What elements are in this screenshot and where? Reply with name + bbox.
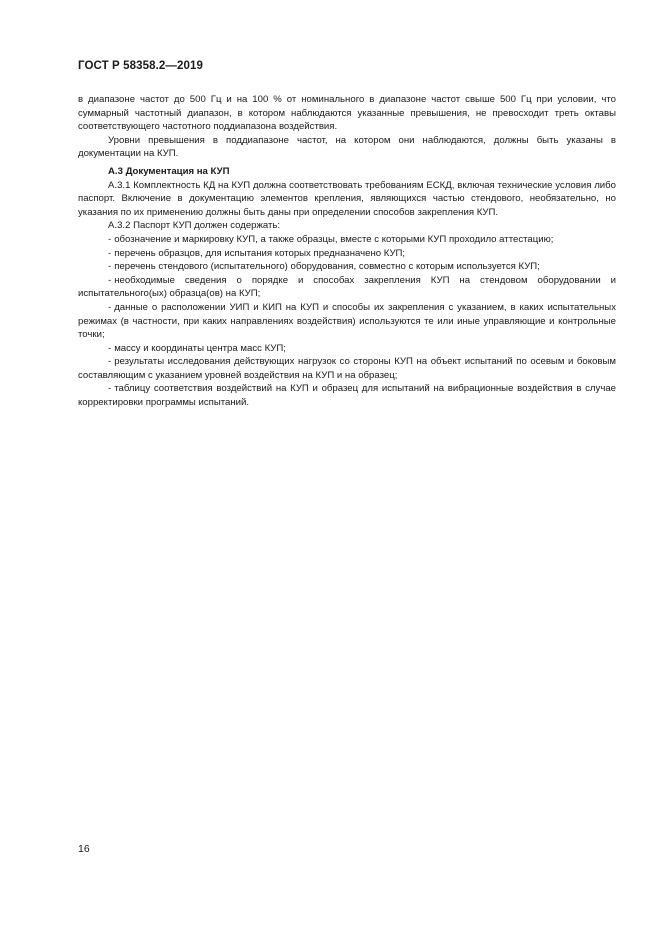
page-body xyxy=(78,93,616,410)
list-dash: - xyxy=(108,261,112,273)
list-dash: - xyxy=(108,342,112,354)
paragraph-a32: А.3.2 Паспорт КУП должен содержать: xyxy=(108,220,281,232)
list-item xyxy=(78,301,616,342)
list-item-text: данные о расположении УИП и КИП на КУП и способы их закрепления с указанием, в каких испытательных режимах (в частности, при каких направлениях воздействия) используются те или иные управляющие и контрольные точки; xyxy=(78,301,616,341)
list-item xyxy=(78,355,616,382)
list-item xyxy=(78,233,616,247)
paragraph-continuation: в диапазоне частот до 500 Гц и на 100 % от номинального в диапазоне частот свыше 500 Гц при условии, что суммарный частотный диапазон, в котором наблюдаются указанные превышения, не превосходит треть октавы соответствующего частотного поддиапазона воздействия. xyxy=(78,94,616,133)
list-dash: - xyxy=(108,383,112,395)
paragraph-a31: А.3.1 Комплектность КД на КУП должна соответствовать требованиям ЕСКД, включая технические условия либо паспорт. Включение в документацию элементов крепления, являющихся частью стендового, необязательно, но указания по их применению должны быть даны при определении способов закрепления КУП. xyxy=(78,179,616,218)
list-item-text: обозначение и маркировку КУП, а также образцы, вместе с которыми КУП проходило аттестацию; xyxy=(114,233,554,245)
list-dash: - xyxy=(108,356,112,368)
paragraph-exceedance-levels: Уровни превышения в поддиапазоне частот, на котором они наблюдаются, должны быть указаны в документации на КУП. xyxy=(78,134,616,160)
list-item-text: перечень образцов, для испытания которых предназначено КУП; xyxy=(114,247,406,259)
document-header: ГОСТ Р 58358.2—2019 xyxy=(78,60,203,72)
list-item-text: необходимые сведения о порядке и способах закрепления КУП на стендовом оборудовании и испытательного(ых) образца(ов) на КУП; xyxy=(78,274,616,300)
passport-contents-list xyxy=(78,233,616,410)
section-heading: А.3 Документация на КУП xyxy=(108,165,230,177)
list-item-text: результаты исследования действующих нагрузок со стороны КУП на объект испытаний по осевым и боковым составляющим с указанием уровней воздействия на КУП и на образец; xyxy=(78,356,616,381)
list-item-text: массу и координаты центра масс КУП; xyxy=(114,342,286,354)
list-item xyxy=(78,274,616,301)
list-dash: - xyxy=(108,274,112,286)
list-item xyxy=(78,382,616,409)
list-item xyxy=(78,260,616,274)
list-dash: - xyxy=(108,247,112,259)
list-item xyxy=(78,342,616,356)
list-dash: - xyxy=(108,233,112,245)
list-item-text: перечень стендового (испытательного) оборудования, совместно с которым используется КУП; xyxy=(114,261,540,273)
page-number: 16 xyxy=(78,843,90,855)
list-dash: - xyxy=(108,301,112,313)
list-item-text: таблицу соответствия воздействий на КУП и образец для испытаний на вибрационные воздействия в случае корректировки программы испытаний. xyxy=(78,383,616,409)
list-item xyxy=(78,247,616,261)
